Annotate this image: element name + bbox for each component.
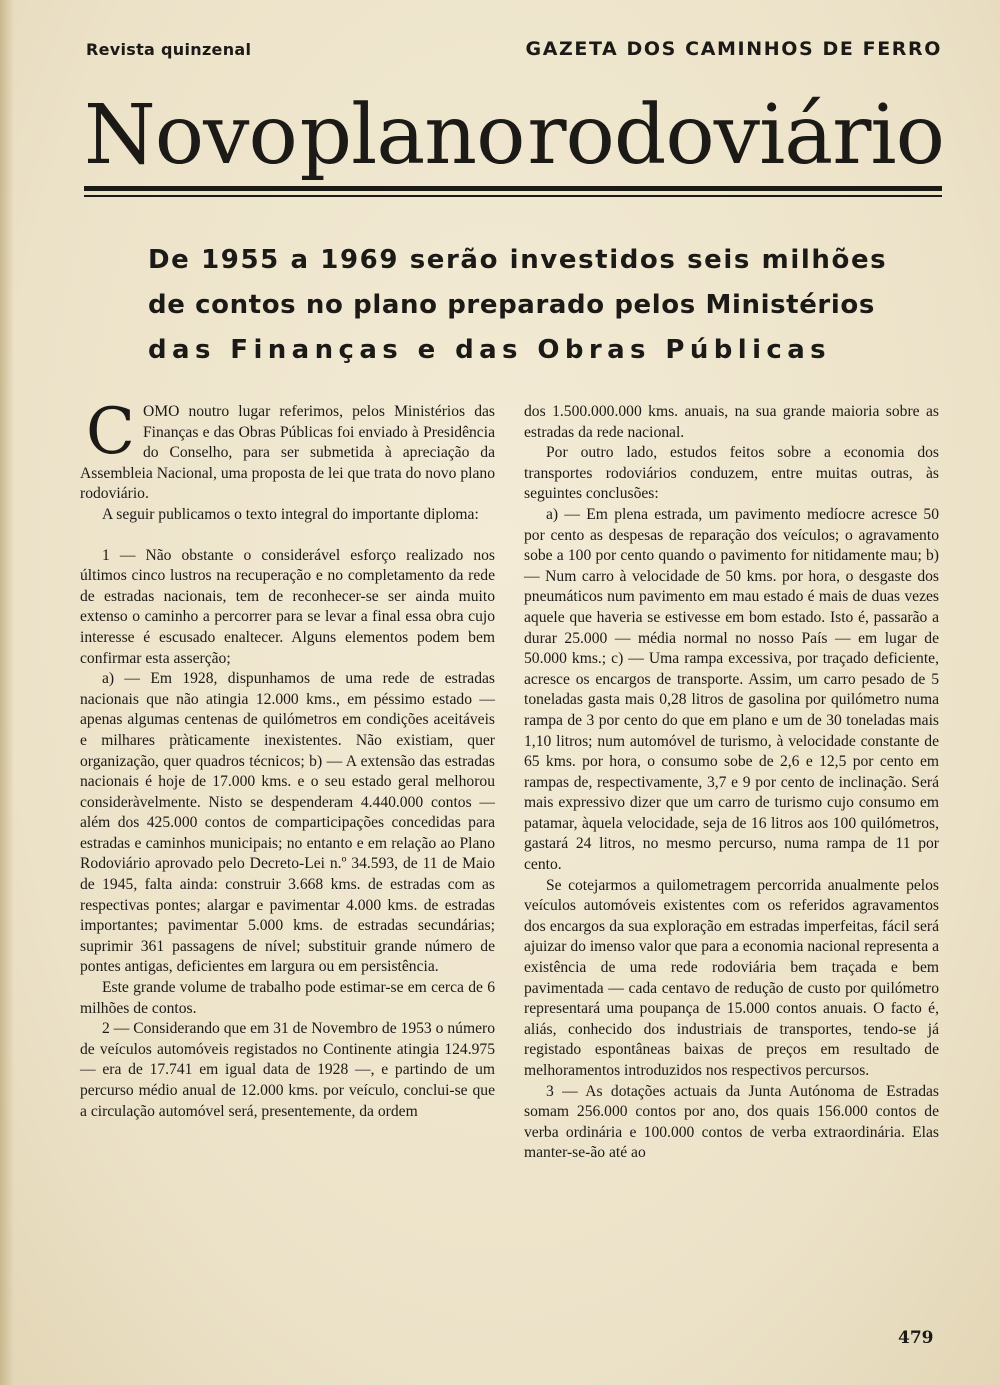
title-word: Novo (84, 88, 297, 183)
title-word: plano (299, 88, 525, 183)
paragraph (80, 395, 495, 505)
paragraph: Por outro lado, estudos feitos sobre a economia dos transportes rodoviários conduzem, entre muitas outras, às seguintes conclusões: (524, 444, 939, 503)
title-word: rodoviário (527, 88, 944, 183)
left-column (80, 395, 495, 1122)
subtitle-line: das Finanças e das Obras Públicas (148, 335, 832, 365)
title-rule-thin (84, 195, 942, 197)
paragraph: dos 1.500.000.000 kms. anuais, na sua grande maioria sobre as estradas da rede nacional. (524, 403, 939, 441)
title-rule-thick (84, 186, 942, 191)
drop-cap: C (86, 395, 135, 469)
article-title (84, 86, 944, 186)
page-number: 479 (898, 1328, 934, 1348)
binding-edge-shadow (0, 0, 14, 1385)
subtitle-line: de contos no plano preparado pelos Ministérios (148, 290, 875, 320)
right-column (524, 402, 939, 1164)
paragraph: 3 — As dotações actuais da Junta Autónoma de Estradas somam 256.000 contos por ano, dos quais 156.000 contos de verba ordinária e 100.000 contos de verba extraordinária. Elas manter-se-ão até ao (524, 1082, 939, 1162)
paragraph: 1 — Não obstante o considerável esforço realizado nos últimos cinco lustros na recuperação e no completamento da rede de estradas nacionais, tem de reconhecer-se ser ainda muito extenso o caminho a percorrer para se levar a final essa obra cujo interesse é escusado enaltecer. Alguns elementos podem bem confirmar esta asserção; (80, 546, 495, 667)
running-header (86, 38, 942, 60)
paragraph: A seguir publicamos o texto integral do importante diploma: (102, 505, 479, 523)
paragraph: a) — Em 1928, dispunhamos de uma rede de estradas nacionais que não atingia 12.000 kms., em péssimo estado — apenas algumas centenas de quilómetros em condições aceitáveis e milhares pràticamente inexistentes. Não existiam, quer organização, quer quadros técnicos; b) — A extensão das estradas nacionais é hoje de 17.000 kms. e o seu estado geral melhorou consideràvelmente. Nisto se despenderam 4.440.000 contos — além dos 425.000 contos de comparticipações concedidas para estradas e caminhos municipais; no entanto e em relação ao Plano Rodoviário aprovado pelo Decreto-Lei n.º 34.593, de 11 de Maio de 1945, falta ainda: construir 3.668 kms. de estradas com as respectivas pontes; alargar e pavimentar 4.000 kms. de estradas importantes; pavimentar 5.000 kms. de estradas secundárias; suprimir 361 passagens de nível; substituir grande número de pontes antigas, deficientes em largura ou em persistência. (80, 670, 495, 976)
subtitle-line: De 1955 a 1969 serão investidos seis milhões (148, 245, 888, 275)
paragraph: a) — Em plena estrada, um pavimento medíocre acresce 50 por cento as despesas de reparação dos veículos; o agravamento sobe a 100 por cento quando o pavimento for nitidamente mau; b) — Num carro à velocidade de 50 kms. por hora, o desgaste dos pneumáticos num pavimento em mau estado é mais de duas vezes aquele que haveria se estivesse em bom estado. Isto é, passarão a durar 25.000 — média normal no nosso País — em lugar de 50.000 kms.; c) — Uma rampa excessiva, por traçado deficiente, acresce os encargos de transporte. Assim, um carro pesado de 5 toneladas gasta mais 0,28 litros de gasolina por quilómetro numa rampa de 3 por cento do que em plano e um de 30 toneladas mais 1,10 litros; num automóvel de turismo, à velocidade constante de 65 kms. por hora, o consumo sobe de 2,6 e 12,5 por cento em rampas de, respectivamente, 3,7 e 9 por cento de inclinação. Será mais expressivo dizer que um carro de turismo cujo consumo em patamar, àquela velocidade, seja de 16 litros aos 100 quilómetros, gastará 24 litros, no mesmo percurso, numa rampa de 11 por cento. (524, 505, 939, 874)
article-subtitle (148, 238, 888, 373)
paragraph-text: OMO noutro lugar referimos, pelos Ministérios das Finanças e das Obras Públicas foi enviado à Presidência do Conselho, para ser submetida à apreciação da Assembleia Nacional, uma proposta de lei que trata do novo plano rodoviário. (80, 403, 495, 503)
paragraph: 2 — Considerando que em 31 de Novembro de 1953 o número de veículos automóveis registados no Continente atingia 124.975 — era de 17.741 em igual data de 1928 —, e partindo de um percurso médio anual de 12.000 kms. por veículo, conclui-se que a circulação automóvel será, presentemente, da ordem (80, 1020, 495, 1120)
paragraph: Este grande volume de trabalho pode estimar-se em cerca de 6 milhões de contos. (80, 979, 495, 1017)
paragraph: Se cotejarmos a quilometragem percorrida anualmente pelos veículos automóveis existentes com os referidos agravamentos dos encargos da sua exploração em estradas imperfeitas, fácil será ajuizar do imenso valor que para a economia nacional representa a existência de uma rede rodoviária bem traçada e bem pavimentada — cada centavo de redução de custo por quilómetro representará uma poupança de 15.000 contos anuais. O facto é, aliás, conhecido dos industriais de transportes, tendo-se já registado espontâneas baixas de preços em resultado de melhoramentos introduzidos nos respectivos percursos. (524, 876, 939, 1079)
section-label: Revista quinzenal (86, 40, 252, 59)
masthead: GAZETA DOS CAMINHOS DE FERRO (525, 38, 942, 60)
